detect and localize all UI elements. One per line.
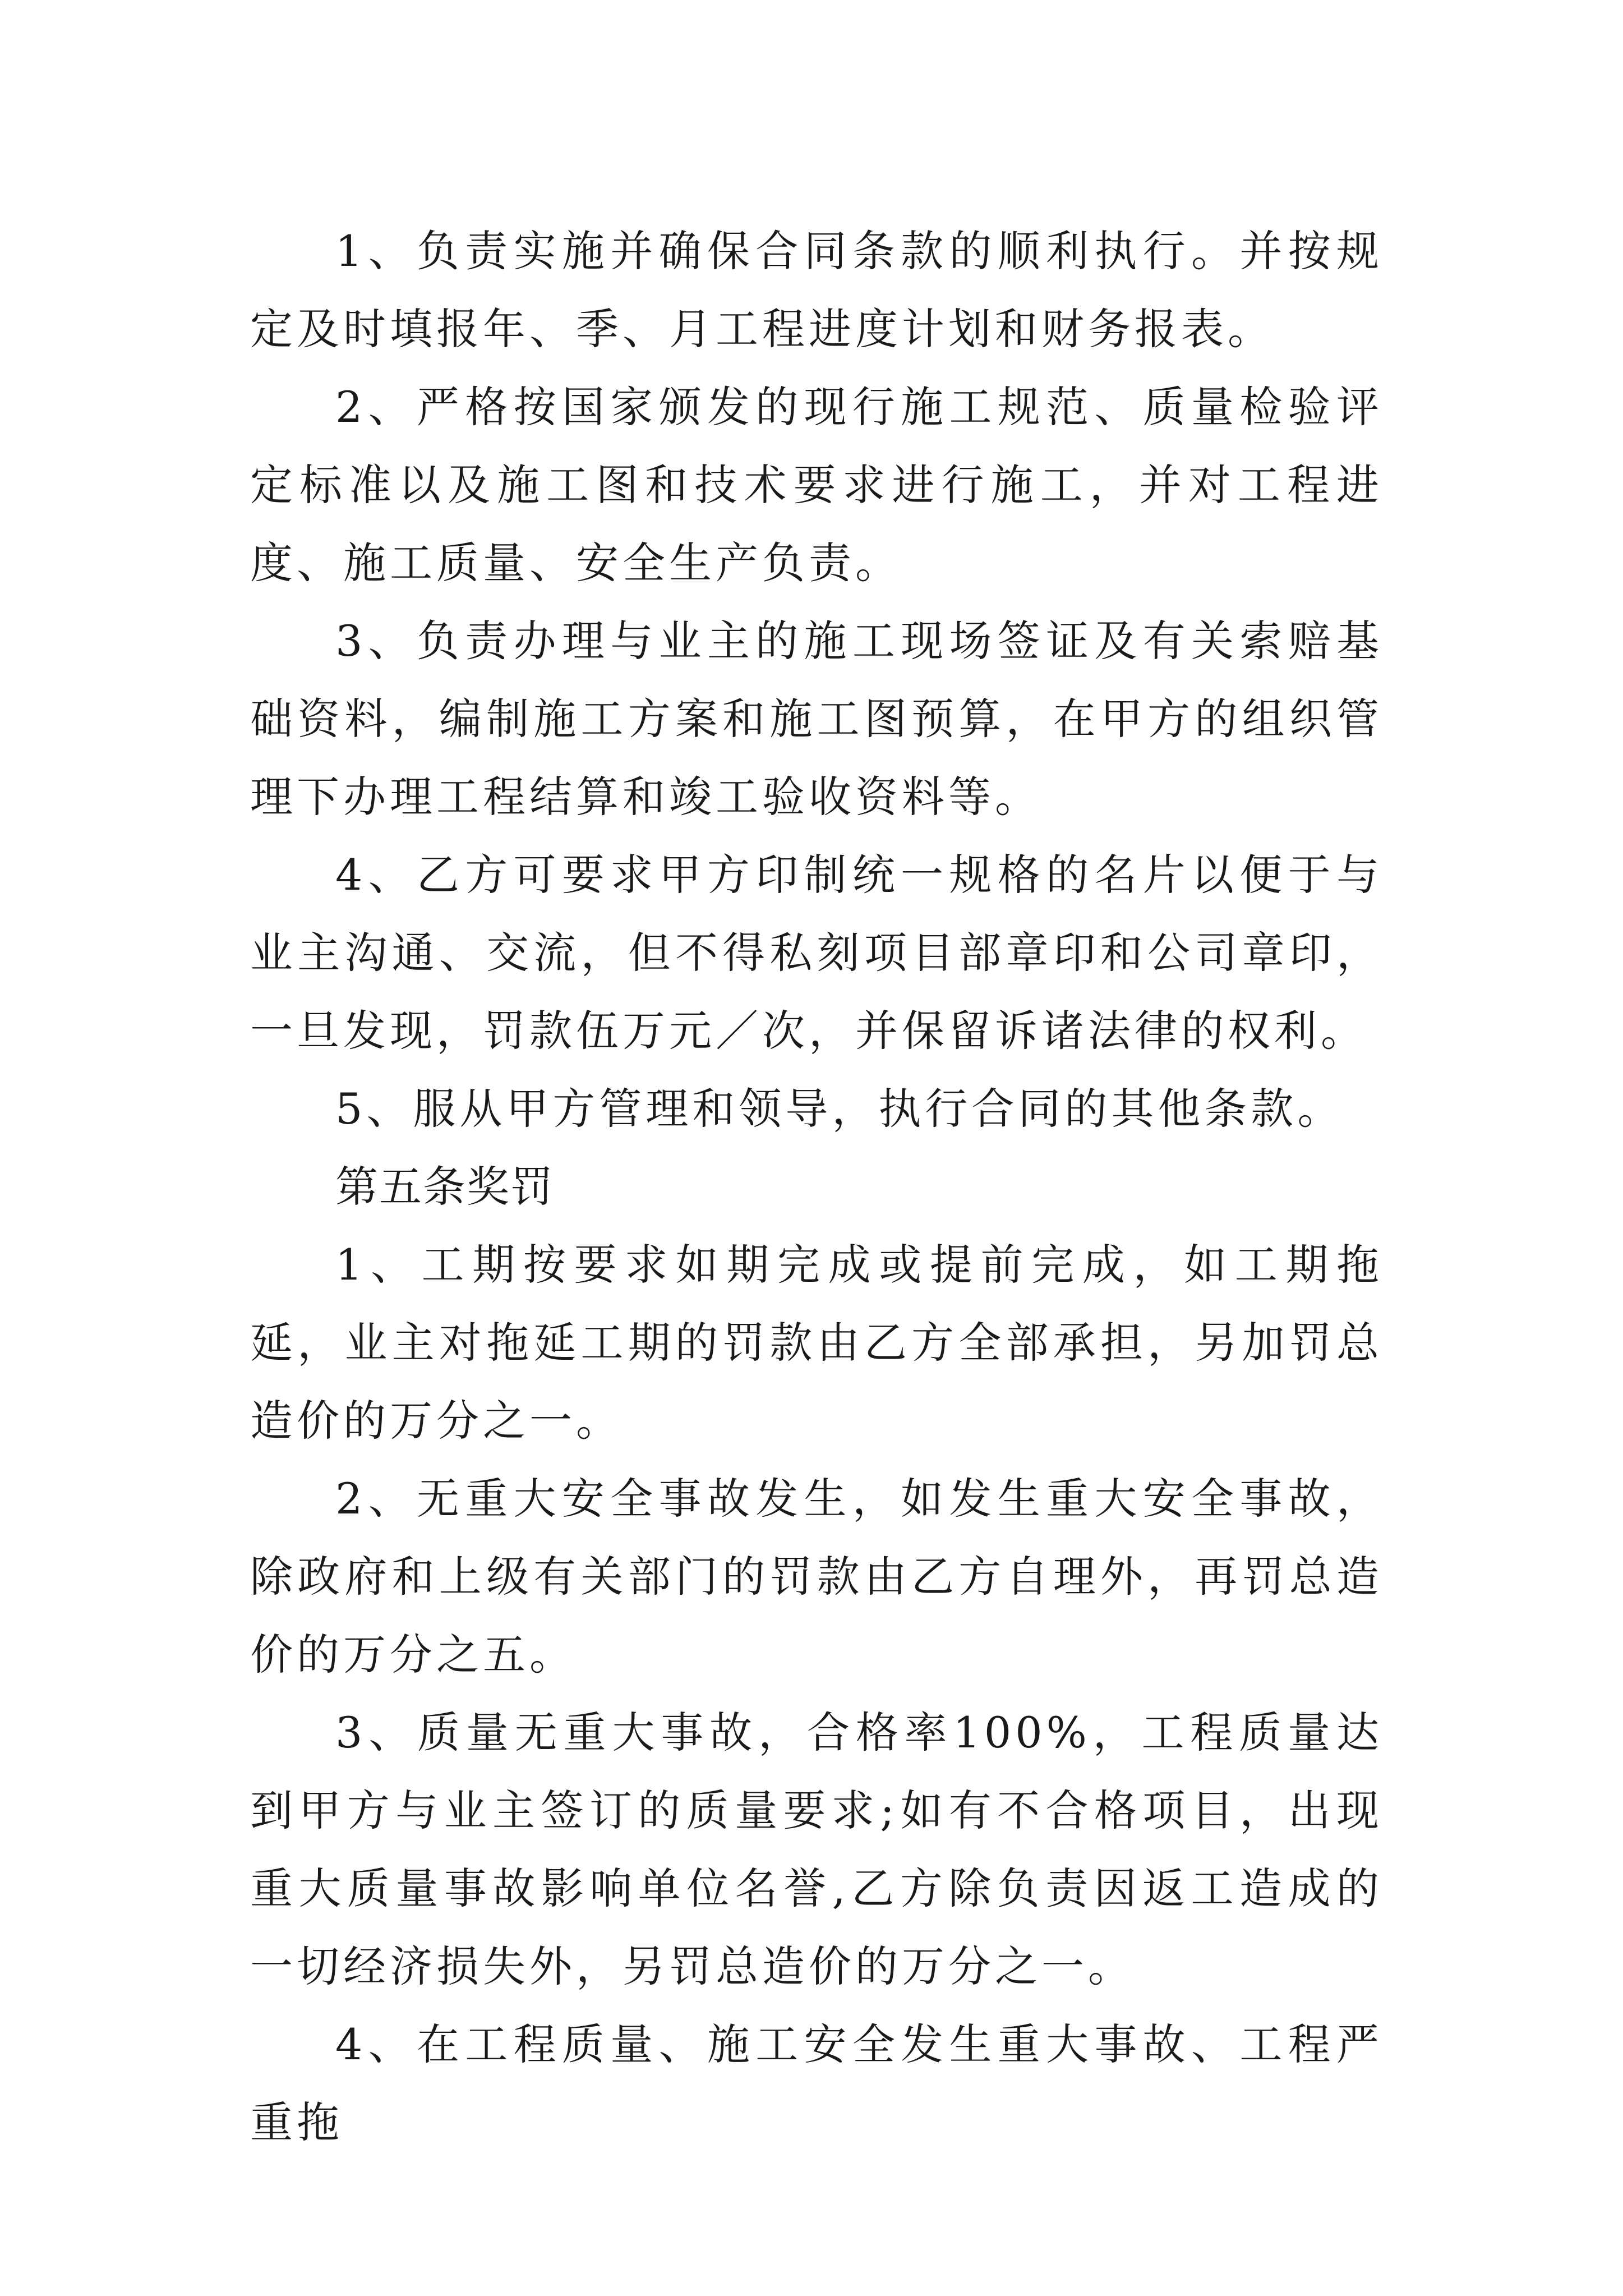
paragraph-reward-penalty-1: 1、工期按要求如期完成或提前完成，如工期拖延，业主对拖延工期的罚款由乙方全部承担，另加罚总造价的万分之一。 [250,1240,1383,1446]
paragraph-responsibility-1: 1、负责实施并确保合同条款的顺利执行。并按规定及时填报年、季、月工程进度计划和财务报表。 [250,226,1383,354]
paragraph-reward-penalty-3: 3、质量无重大事故，合格率100%，工程质量达到甲方与业主签订的质量要求;如有不合格项目，出现重大质量事故影响单位名誉,乙方除负责因返工造成的一切经济损失外，另罚总造价的万分之一。 [250,1708,1383,1991]
document-body [250,212,1383,2161]
paragraph-responsibility-5: 5、服从甲方管理和领导，执行合同的其他条款。 [335,1084,1344,1134]
paragraph-reward-penalty-2: 2、无重大安全事故发生，如发生重大安全事故，除政府和上级有关部门的罚款由乙方自理外，再罚总造价的万分之五。 [250,1474,1383,1680]
paragraph-reward-penalty-4: 4、在工程质量、施工安全发生重大事故、工程严重拖 [250,2019,1383,2147]
paragraph-responsibility-3: 3、负责办理与业主的施工现场签证及有关索赔基础资料，编制施工方案和施工图预算，在甲方的组织管理下办理工程结算和竣工验收资料等。 [250,616,1383,822]
paragraph-responsibility-4: 4、乙方可要求甲方印制统一规格的名片以便于与业主沟通、交流，但不得私刻项目部章印和公司章印，一旦发现，罚款伍万元／次，并保留诉诸法律的权利。 [250,850,1383,1056]
section-heading-article-5: 第五条奖罚 [335,1162,554,1212]
paragraph-responsibility-2: 2、严格按国家颁发的现行施工规范、质量检验评定标准以及施工图和技术要求进行施工，并对工程进度、施工质量、安全生产负责。 [250,382,1383,588]
